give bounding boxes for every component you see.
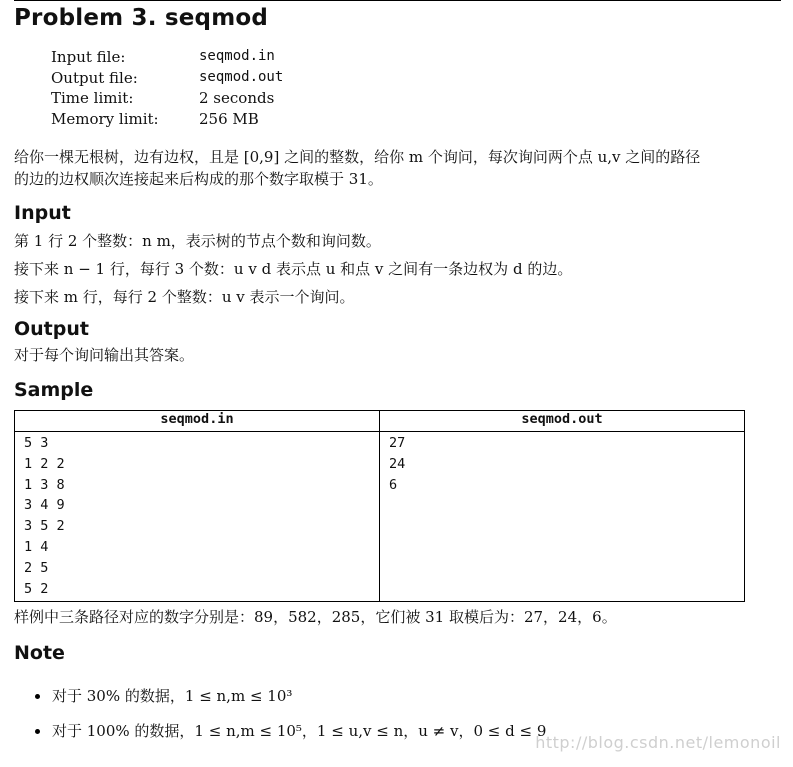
sample-input-header: seqmod.in: [15, 411, 380, 432]
sample-input-line: 5 2: [24, 580, 49, 597]
sample-input-line: 2 5: [24, 559, 49, 576]
sample-input-cell: [15, 432, 380, 602]
sample-output-line: 6: [389, 476, 398, 493]
sample-output-cell: [380, 432, 745, 602]
input-description: [14, 227, 572, 311]
watermark: http://blog.csdn.net/lemonoil: [535, 733, 781, 752]
note-text: 对于 100% 的数据，1 ≤ n,m ≤ 10⁵，1 ≤ u,v ≤ n，u ≠ v，0 ≤ d ≤ 9: [52, 722, 547, 740]
description-line: 给你一棵无根树，边有边权，且是 [0,9] 之间的整数，给你 m 个询问，每次询问两个点 u,v 之间的路径: [14, 148, 701, 166]
sample-input-line: 5 3: [24, 435, 49, 451]
meta-value: 256 MB: [199, 109, 259, 128]
meta-value: seqmod.out: [199, 68, 284, 85]
meta-label: Output file:: [51, 68, 138, 87]
sample-input-line: 1 2 2: [24, 455, 65, 472]
input-line: 接下来 m 行，每行 2 个整数：u v 表示一个询问。: [14, 288, 355, 306]
meta-label: Memory limit:: [51, 109, 159, 128]
sample-input-line: 1 4: [24, 538, 49, 555]
problem-title: Problem 3. seqmod: [14, 5, 269, 31]
sample-input-line: 3 5 2: [24, 518, 65, 535]
sample-output-header: seqmod.out: [380, 411, 745, 432]
input-heading: Input: [14, 202, 71, 224]
bullet-icon: [35, 729, 40, 734]
output-description: 对于每个询问输出其答案。: [14, 346, 195, 364]
note-text: 对于 30% 的数据，1 ≤ n,m ≤ 10³: [52, 687, 293, 705]
sample-input-line: 3 4 9: [24, 497, 65, 514]
meta-label: Input file:: [51, 48, 126, 66]
top-rule: [14, 0, 781, 1]
sample-output-line: 27: [389, 435, 406, 451]
sample-output-line: 24: [389, 455, 406, 472]
description-line: 的边的边权顺次连接起来后构成的那个数字取模于 31。: [14, 170, 383, 188]
problem-description: [14, 146, 700, 190]
meta-value: 2 seconds: [199, 89, 275, 107]
sample-explanation: 样例中三条路径对应的数字分别是：89，582，285，它们被 31 取模后为：27，24，6。: [14, 608, 617, 626]
meta-value: seqmod.in: [199, 48, 275, 64]
output-heading: Output: [14, 318, 89, 340]
note-heading: Note: [14, 642, 65, 664]
bullet-icon: [35, 694, 40, 699]
sample-heading: Sample: [14, 379, 94, 401]
sample-table: [14, 410, 745, 602]
meta-label: Time limit:: [51, 89, 134, 107]
input-line: 接下来 n − 1 行，每行 3 个数：u v d 表示点 u 和点 v 之间有一条边权为 d 的边。: [14, 260, 573, 278]
input-line: 第 1 行 2 个整数：n m，表示树的节点个数和询问数。: [14, 232, 381, 250]
sample-input-line: 1 3 8: [24, 476, 65, 493]
